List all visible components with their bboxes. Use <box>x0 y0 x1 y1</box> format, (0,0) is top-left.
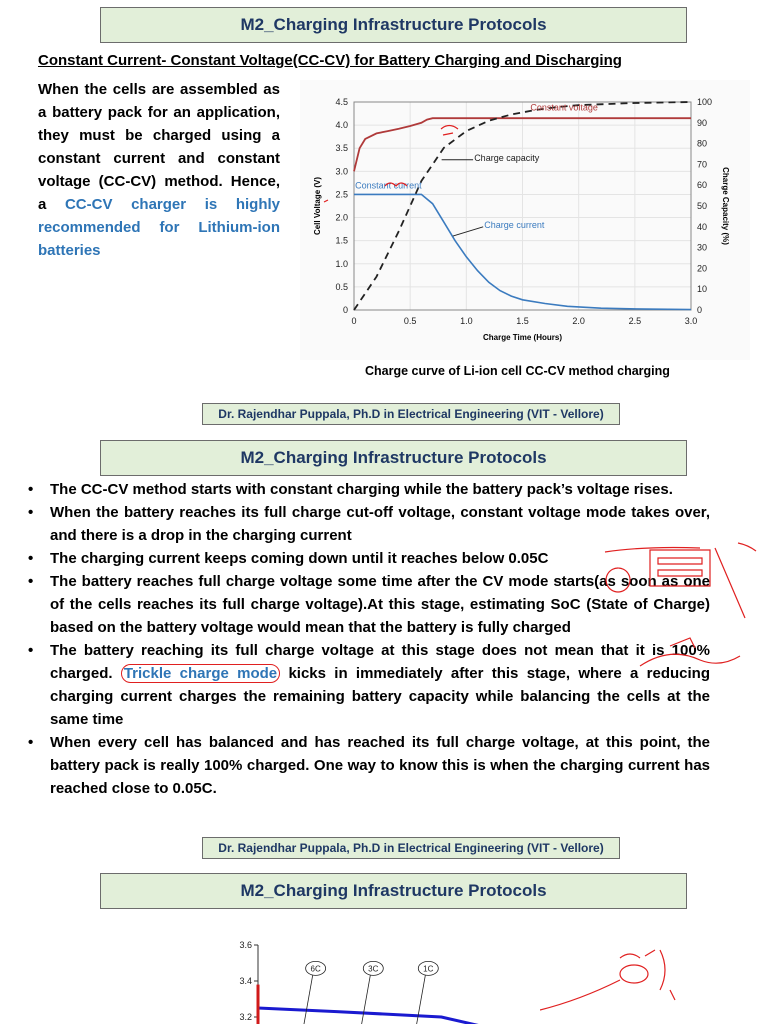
y2-tick-label: 0 <box>697 305 703 315</box>
paragraph-text: When the cells are assembled as a battery pack for an application, they must be charged using a constant current and constant voltage (CC-CV) method. Hence, a <box>38 81 280 213</box>
bullet-item: • When every cell has balanced and has reached its full charge voltage, at this point, the battery pack is really 100% charged. One way to know this is when the charging current has reached close to 0.05C. <box>28 731 710 800</box>
discharge-series-line <box>258 1008 520 1024</box>
y2-tick-label: 70 <box>697 159 708 170</box>
y-tick-label: 2.5 <box>335 189 348 200</box>
y2-axis-label: Charge Capacity (%) <box>721 167 730 245</box>
rate-label-leader <box>361 975 370 1024</box>
y-tick-label: 1.5 <box>335 235 348 246</box>
ink-circle-note <box>606 568 630 592</box>
y2-tick-label: 40 <box>697 221 708 232</box>
chart-caption: Charge curve of Li-ion cell CC-CV method charging <box>365 364 670 378</box>
rate-label: 6C <box>310 964 321 974</box>
y2-tick-label: 30 <box>697 242 708 253</box>
y-tick-label: 3.6 <box>239 940 252 950</box>
y2-tick-label: 60 <box>697 180 708 191</box>
y-tick-label: 3.0 <box>335 166 348 177</box>
y2-tick-label: 50 <box>697 201 708 211</box>
slide3-handwritten-notes <box>540 930 700 1020</box>
x-tick-label: 1.5 <box>516 316 529 326</box>
paragraph-highlight: CC-CV charger is highly recommended for Lithium-ion batteries <box>38 196 281 259</box>
y-tick-label: 0.5 <box>335 281 348 292</box>
slide1-subheading: Constant Current- Constant Voltage(CC-CV) for Battery Charging and Discharging <box>38 52 622 69</box>
x-tick-label: 2.0 <box>572 316 585 326</box>
x-axis-label: Charge Time (Hours) <box>483 333 562 342</box>
slide3-title-banner <box>100 873 687 909</box>
ink-arrow <box>540 980 620 1010</box>
ink-scribble <box>640 654 740 666</box>
bullet-item: • The battery reaches full charge voltage some time after the CV mode starts(as soon as one of the cells reaches its full charge voltage).At this stage, estimating SoC (State of Charge) based on the battery voltage would mean that the battery is fully charged <box>28 570 710 639</box>
x-tick-label: 0 <box>351 316 357 326</box>
y2-tick-label: 10 <box>697 284 708 295</box>
slide2-handwritten-notes <box>600 538 768 678</box>
ink-cc-cv-note <box>620 950 655 983</box>
bullet-item: • The CC-CV method starts with constant charging while the battery pack’s voltage rises. <box>28 478 710 501</box>
ink-arrow-head <box>670 638 695 648</box>
y-tick-label: 3.5 <box>335 143 348 154</box>
rate-label: 1C <box>423 964 434 974</box>
slide1-paragraph <box>38 78 280 262</box>
slide2-footer-text: Dr. Rajendhar Puppala, Ph.D in Electrical Engineering (VIT - Vellore) <box>218 841 604 855</box>
y-tick-label: 4.5 <box>335 97 348 107</box>
annotation-constant-voltage: Constant voltage <box>530 102 598 113</box>
chart2-series <box>258 985 520 1024</box>
trickle-charge-highlight: Trickle charge mode <box>121 664 280 683</box>
chart2-axis <box>239 940 258 1024</box>
slide1-title-banner <box>100 7 687 43</box>
slide2-footer <box>202 837 620 859</box>
y-tick-label: 1.0 <box>335 258 348 269</box>
x-tick-label: 0.5 <box>403 316 417 326</box>
slide3-title: M2_Charging Infrastructure Protocols <box>240 881 547 900</box>
y-axis-label: Cell Voltage (V) <box>313 176 322 236</box>
slide2-title-banner <box>100 440 687 476</box>
ink-arrow-note <box>715 543 756 618</box>
ink-bracket <box>660 950 675 1000</box>
bullet-text: The battery reaching its full charge voltage at this stage does not mean that it is 100% charged. <box>50 642 710 682</box>
y-tick-label: 2.0 <box>335 212 348 223</box>
y2-tick-label: 80 <box>697 138 708 149</box>
bullet-text: kicks in immediately after this stage, where a reducing charging current charges the remaining battery capacity while balancing the cells at the same time <box>50 665 710 728</box>
annotation-charge-capacity: Charge capacity <box>474 153 540 164</box>
x-tick-label: 1.0 <box>460 316 473 326</box>
y-tick-label: 3.4 <box>239 976 252 986</box>
x-tick-label: 3.0 <box>684 316 698 326</box>
y-tick-label: 4.0 <box>335 120 348 131</box>
annotation-constant-current: Constant current <box>355 180 422 191</box>
slide1-footer-text: Dr. Rajendhar Puppala, Ph.D in Electrical Engineering (VIT - Vellore) <box>218 407 604 421</box>
bullet-item: • The charging current keeps coming down until it reaches below 0.05C <box>28 547 710 570</box>
y2-tick-label: 90 <box>697 117 708 128</box>
slide1-title: M2_Charging Infrastructure Protocols <box>240 15 547 34</box>
annotation-charge-current: Charge current <box>484 220 545 231</box>
slide1-footer <box>202 403 620 425</box>
rate-label: 3C <box>368 964 379 974</box>
cc-cv-charge-curve-chart <box>300 80 750 360</box>
rate-label-leader <box>304 975 313 1024</box>
discharge-rate-chart <box>220 935 540 1024</box>
slide2-title: M2_Charging Infrastructure Protocols <box>240 448 547 467</box>
y2-tick-label: 20 <box>697 263 708 274</box>
y-tick-label: 3.2 <box>239 1012 252 1022</box>
x-tick-label: 2.5 <box>628 316 642 326</box>
bullet-item: • When the battery reaches its full charge cut-off voltage, constant voltage mode takes over, and there is a drop in the charging current <box>28 501 710 547</box>
y-tick-label: 0 <box>342 305 348 315</box>
ink-battery-sketch <box>650 550 710 586</box>
y2-tick-label: 100 <box>697 97 713 107</box>
